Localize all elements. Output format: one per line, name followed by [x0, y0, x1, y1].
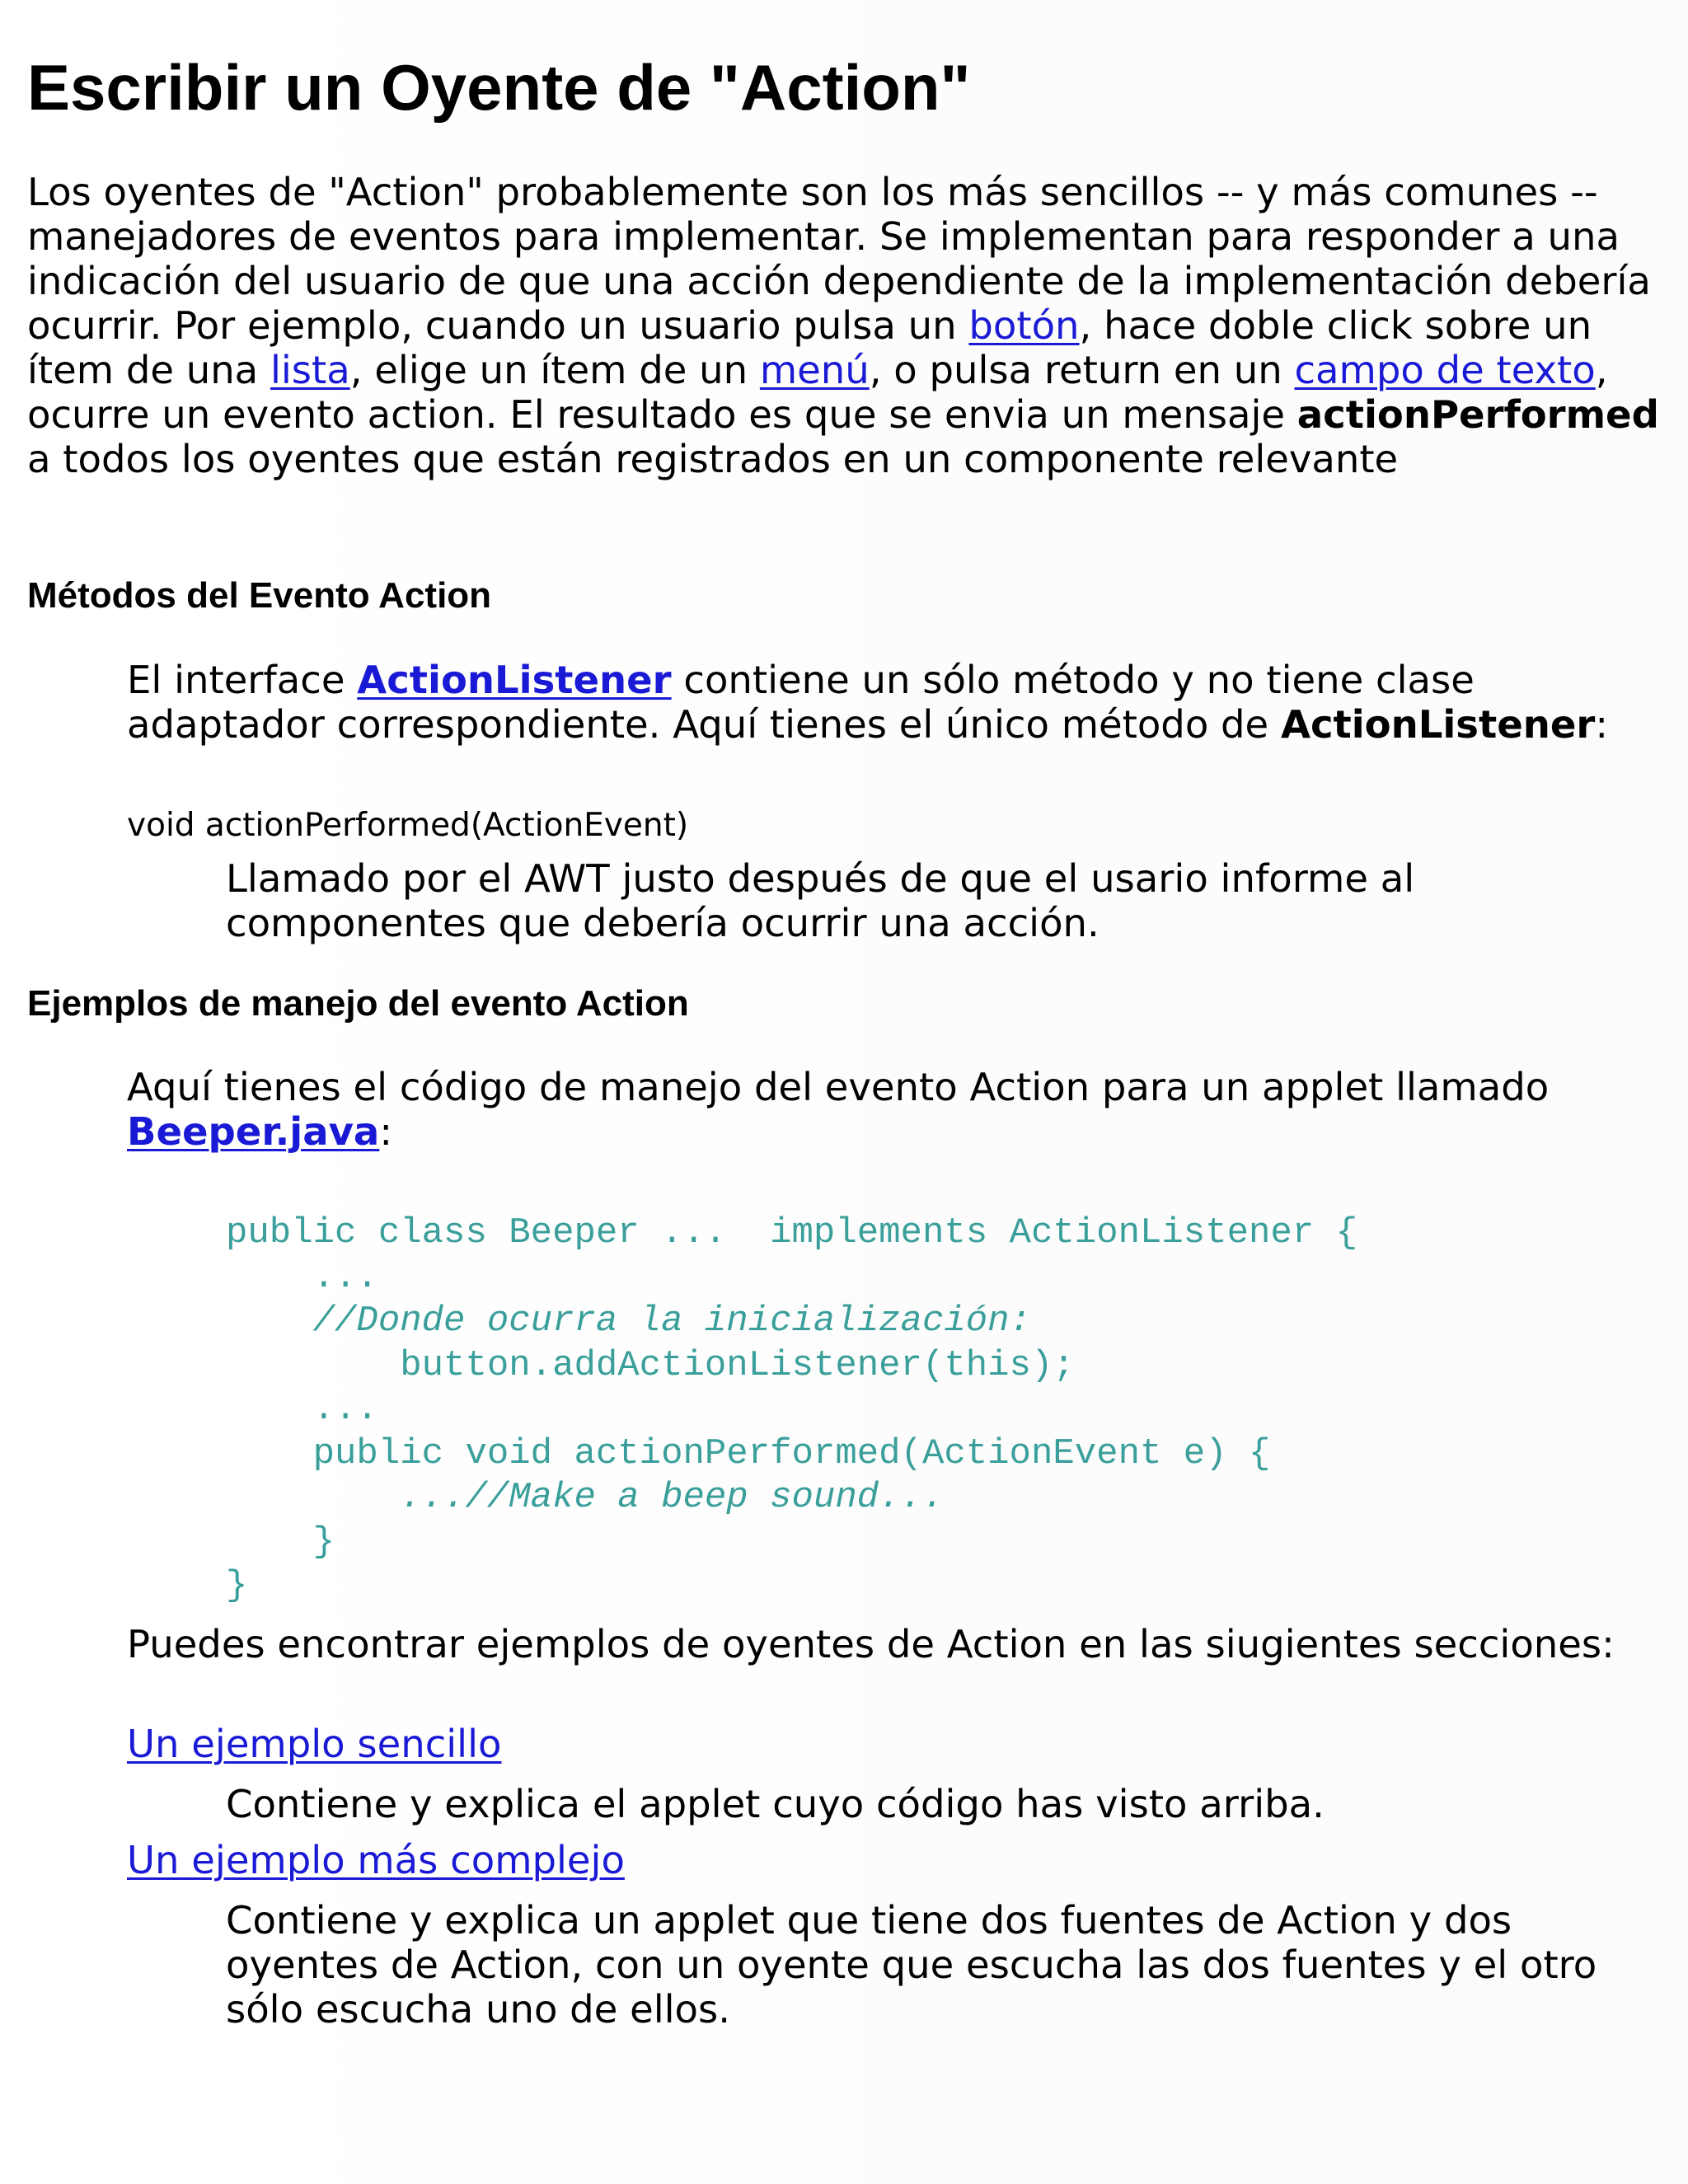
code-line: ... [226, 1256, 378, 1298]
intro-text-3: , elige un ítem de un [349, 348, 760, 392]
code-block [226, 1212, 1357, 1609]
methods-text-2: contiene un sólo método y no tiene clase adaptador correspondiente. Aquí tienes el único método de [127, 658, 1475, 747]
intro-text [27, 170, 1667, 481]
intro-text-1: Los oyentes de "Action" probablemente son los más sencillos -- y más comunes -- manejadores de eventos para implementar. Se implementan para responder a una indicación del usuario de que una acción dependiente de la implementación debería ocurrir. Por ejemplo, cuando un usuario pulsa un [27, 170, 1651, 348]
link-campo-de-texto[interactable]: campo de texto [1294, 348, 1596, 392]
intro-text-4: , o pulsa return en un [869, 348, 1295, 392]
link-beeper-java[interactable]: Beeper.java [127, 1109, 380, 1154]
link-un-ejemplo-mas-complejo[interactable]: Un ejemplo más complejo [127, 1838, 625, 1882]
code-comment-line: ...//Make a beep sound... [226, 1477, 945, 1518]
methods-text [127, 658, 1660, 747]
methods-paragraph [127, 658, 1660, 747]
link-boton[interactable]: botón [968, 303, 1080, 348]
examples-paragraph [127, 1065, 1660, 1154]
examples-text-2: : [379, 1109, 392, 1154]
code-comment-line: //Donde ocurra la inicialización: [226, 1301, 1031, 1342]
code-line: } [226, 1521, 335, 1563]
code-line: public class Beeper ... implements ActionListener { [226, 1212, 1358, 1254]
example-entry-simple [127, 1722, 501, 1766]
section-heading-examples: Ejemplos de manejo del evento Action [27, 983, 689, 1024]
intro-text-6: a todos los oyentes que están registrados en un componente relevante [27, 437, 1399, 481]
method-description: Llamado por el AWT justo después de que el usario informe al componentes que debería ocurrir una acción. [226, 856, 1415, 945]
code-line: public void actionPerformed(ActionEvent e) { [226, 1432, 1271, 1474]
example-description-simple: Contiene y explica el applet cuyo código has visto arriba. [226, 1782, 1325, 1826]
link-un-ejemplo-sencillo[interactable]: Un ejemplo sencillo [127, 1722, 502, 1766]
link-menu[interactable]: menú [759, 348, 870, 392]
intro-text-5: , ocurre un evento action. El resultado es que se envia un mensaje [27, 348, 1608, 437]
intro-text-2: , hace doble click sobre un ítem de una [27, 303, 1592, 392]
code-line: button.addActionListener(this); [226, 1344, 1075, 1386]
examples-text [127, 1065, 1660, 1154]
method-signature: void actionPerformed(ActionEvent) [127, 807, 689, 844]
methods-text-3: : [1595, 702, 1608, 747]
page-title: Escribir un Oyente de "Action" [27, 51, 971, 124]
example-description-complex: Contiene y explica un applet que tiene dos fuentes de Action y dos oyentes de Action, con un oyente que escucha las dos fuentes y el otro sólo escucha uno de ellos. [226, 1898, 1597, 2032]
intro-paragraph [27, 170, 1667, 481]
methods-text-1: El interface [127, 658, 358, 702]
example-entry-complex [127, 1838, 625, 1882]
intro-bold-method: actionPerformed [1296, 392, 1659, 437]
link-actionlistener[interactable]: ActionListener [357, 658, 672, 702]
code-line: } [226, 1565, 248, 1606]
examples-intro: Puedes encontrar ejemplos de oyentes de Action en las siugientes secciones: [127, 1622, 1615, 1666]
methods-bold-actionlistener: ActionListener [1280, 702, 1596, 747]
code-line: ... [226, 1389, 378, 1430]
section-heading-methods: Métodos del Evento Action [27, 575, 492, 616]
link-lista[interactable]: lista [270, 348, 350, 392]
examples-text-1: Aquí tienes el código de manejo del evento Action para un applet llamado [127, 1065, 1550, 1109]
